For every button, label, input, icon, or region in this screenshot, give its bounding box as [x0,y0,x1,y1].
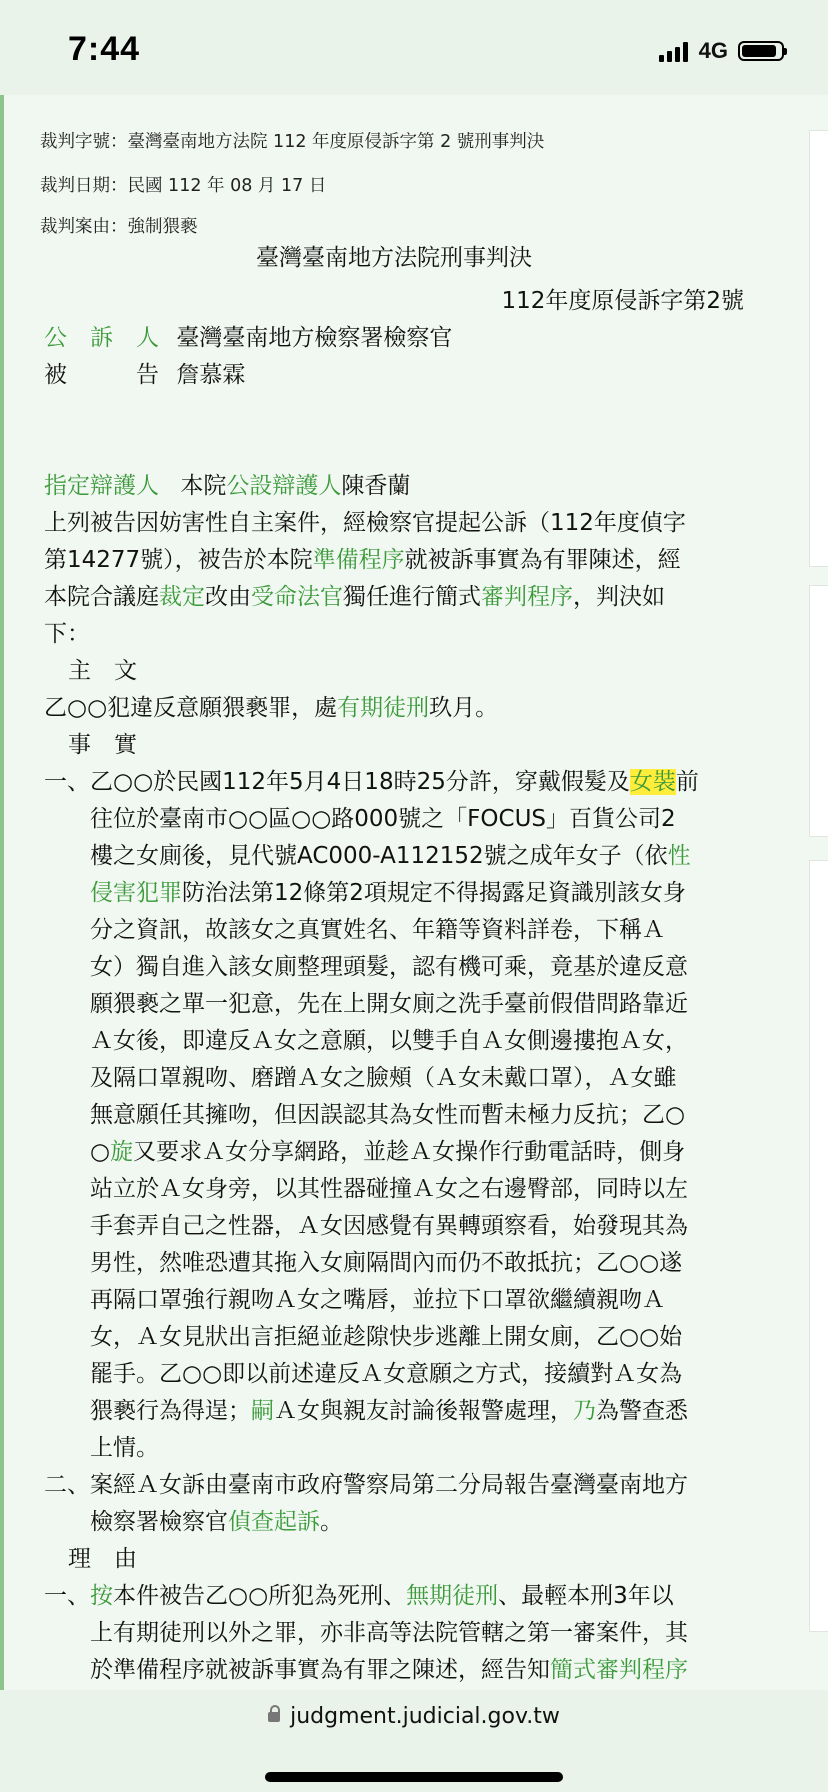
text-line [44,875,744,912]
text-segment: 一、乙○○於民國112年5月4日18時25分許，穿戴假髮及 [44,769,630,795]
text-segment: 第14277號），被告於本院 [44,547,313,573]
text-segment: 為警查悉 [596,1398,688,1424]
defender-line [44,468,744,505]
text-segment: 本院合議庭 [44,584,159,610]
defender-label[interactable]: 指定辯護人 [44,473,159,499]
home-indicator[interactable] [265,1772,563,1782]
judgment-date: 裁判日期：民國 112 年 08 月 17 日 [40,176,327,196]
text-line [44,616,744,653]
judgment-page[interactable] [0,95,828,1690]
legal-term-link[interactable]: 簡式審判程序 [550,1657,688,1683]
text-segment: 猥褻行為得逞； [44,1398,251,1424]
intro-paragraph [44,505,744,653]
text-segment: 站立於Ａ女身旁，以其性器碰撞Ａ女之右邊臀部，同時以左 [44,1176,688,1202]
legal-term-link[interactable]: 按 [90,1583,113,1609]
case-number: 裁判字號：臺灣臺南地方法院 112 年度原侵訴字第 2 號刑事判決 [40,132,545,152]
legal-term-link[interactable]: 受命法官 [251,584,343,610]
text-segment: 本件被告乙○○所犯為死刑、 [113,1583,407,1609]
legal-term-link[interactable]: 乃 [573,1398,596,1424]
text-segment: 男性，然唯恐遭其拖入女廁隔間內而仍不敢抵抗；乙○○遂 [44,1250,683,1276]
legal-term-link[interactable]: 準備程序 [312,547,405,573]
text-line [44,1578,744,1615]
text-line [44,579,744,616]
text-segment: 獨任進行簡式 [343,584,481,610]
legal-term-link[interactable]: 侵害犯罪 [90,880,182,906]
side-panel-middle [809,585,828,837]
text-line [44,1430,744,1467]
text-segment: 改由 [205,584,251,610]
text-line [44,1060,744,1097]
highlighted-term[interactable]: 女裝 [629,769,676,795]
prosecutor-line [44,320,744,357]
text-segment: 上列被告因妨害性自主案件，經檢察官提起公訴（112年度偵字 [44,510,686,536]
side-panel-bottom [809,860,828,1632]
text-segment: 下： [44,621,90,647]
defender-pre: 本院 [180,473,227,499]
status-indicators [659,38,784,64]
text-line [44,1467,744,1504]
url-text: judgment.judicial.gov.tw [290,1704,560,1729]
text-segment: 及隔口罩親吻、磨蹭Ａ女之臉頰（Ａ女未戴口罩），Ａ女雖 [44,1065,677,1091]
battery-level [742,45,776,57]
reasons-heading: 理 由 [68,1546,137,1572]
legal-term-link[interactable]: 性 [667,843,691,869]
text-line [44,1023,744,1060]
text-line [44,1319,744,1356]
judgment-body [44,240,744,1689]
text-segment: Ａ女後，即違反Ａ女之意願，以雙手自Ａ女側邊摟抱Ａ女， [44,1028,688,1054]
status-bar [0,0,828,95]
prosecutor-label[interactable]: 公 訴 人 [44,325,159,351]
text-segment: 前 [675,769,699,795]
text-segment: 就被訴事實為有罪陳述，經 [404,547,681,573]
text-line [44,1134,744,1171]
reasons-section [44,1578,744,1689]
side-panel-top [809,130,828,567]
text-segment: 再隔口罩強行親吻Ａ女之嘴唇，並拉下口罩欲繼續親吻Ａ [44,1287,665,1313]
text-segment: 分之資訊，故該女之真實姓名、年籍等資料詳卷，下稱Ａ [44,917,665,943]
prosecutor: 臺灣臺南地方檢察署檢察官 [176,325,453,351]
text-line [44,1615,744,1652]
text-segment: ，判決如 [573,584,665,610]
text-line [44,1097,744,1134]
text-line [44,949,744,986]
legal-term-link[interactable]: 無期徒刑 [406,1583,499,1609]
defender-name: 陳香蘭 [341,473,411,499]
text-segment: 玖月。 [429,695,499,721]
text-segment: 罷手。乙○○即以前述違反Ａ女意願之方式，接續對Ａ女為 [44,1361,683,1387]
text-segment: 上有期徒刑以外之罪，亦非高等法院管轄之第一審案件，其 [44,1620,688,1646]
text-segment: 於準備程序就被訴事實為有罪之陳述，經告知 [44,1657,550,1683]
document-case-no: 112年度原侵訴字第2號 [501,288,744,314]
text-segment: 二、案經Ａ女訴由臺南市政府警察局第二分局報告臺灣臺南地方 [44,1472,688,1498]
text-segment: 上情。 [44,1435,159,1461]
text-segment: Ａ女與親友討論後報警處理， [274,1398,573,1424]
text-segment: 、最輕本刑3年以 [498,1583,674,1609]
left-accent-bar [0,95,4,1690]
text-line [44,1393,744,1430]
battery-icon [738,41,784,61]
text-segment: 手套弄自己之性器，Ａ女因感覺有異轉頭察看，始發現其為 [44,1213,688,1239]
signal-icon [659,40,691,62]
browser-bottom-bar [0,1690,828,1792]
text-segment: 女）獨自進入該女廁整理頭髮，認有機可乘，竟基於違反意 [44,954,688,980]
text-line [44,1208,744,1245]
text-segment: 乙○○犯違反意願猥褻罪，處 [44,695,338,721]
text-segment: 樓之女廁後，見代號AC000-A112152號之成年女子（依 [44,843,668,869]
text-segment: ○ [44,1139,111,1165]
text-line [44,838,744,875]
case-cause: 裁判案由：強制猥褻 [40,217,198,237]
main-text [44,690,744,727]
text-segment: 防治法第12條第2項規定不得揭露足資識別該女身 [182,880,686,906]
legal-term-link[interactable]: 偵查起訴 [228,1509,320,1535]
defendant-label: 被 告 [44,362,159,388]
text-segment [44,880,90,906]
text-segment: 一、 [44,1583,90,1609]
text-segment: 無意願任其擁吻，但因誤認其為女性而暫未極力反抗；乙○ [44,1102,686,1128]
text-line [44,690,744,727]
text-segment: 。 [320,1509,343,1535]
text-line [44,1282,744,1319]
facts-heading: 事 實 [68,732,137,758]
address-bar[interactable] [0,1704,828,1729]
public-defender-link[interactable]: 公設辯護人 [226,473,342,499]
legal-term-link[interactable]: 裁定 [159,584,205,610]
legal-term-link[interactable]: 嗣 [251,1398,274,1424]
text-segment: 又要求Ａ女分享網路，並趁Ａ女操作行動電話時，側身 [133,1139,686,1165]
text-segment: 檢察署檢察官 [44,1509,228,1535]
text-line [44,1652,744,1689]
text-segment: 女，Ａ女見狀出言拒絕並趁隙快步逃離上開女廁，乙○○始 [44,1324,683,1350]
text-line [44,801,744,838]
defendant: 詹慕霖 [176,362,246,388]
legal-term-link[interactable]: 審判程序 [481,584,573,610]
text-segment: 願猥褻之單一犯意，先在上開女廁之洗手臺前假借問路靠近 [44,991,688,1017]
text-line [44,542,744,579]
legal-term-link[interactable]: 旋 [110,1139,134,1165]
status-time: 7:44 [68,30,141,68]
text-line [44,1171,744,1208]
lock-icon [268,1712,280,1722]
text-line [44,986,744,1023]
network-type: 4G [698,38,728,63]
text-line [44,1245,744,1282]
text-segment: 往位於臺南市○○區○○路000號之「FOCUS」百貨公司2 [44,806,676,832]
text-line [44,505,744,542]
facts-section [44,764,744,1541]
text-line [44,1504,744,1541]
legal-term-link[interactable]: 有期徒刑 [337,695,430,721]
text-line [44,912,744,949]
text-line [44,1356,744,1393]
text-line [44,764,744,801]
defendant-line [44,357,744,394]
main-heading: 主 文 [68,658,137,684]
document-title: 臺灣臺南地方法院刑事判決 [256,245,532,271]
